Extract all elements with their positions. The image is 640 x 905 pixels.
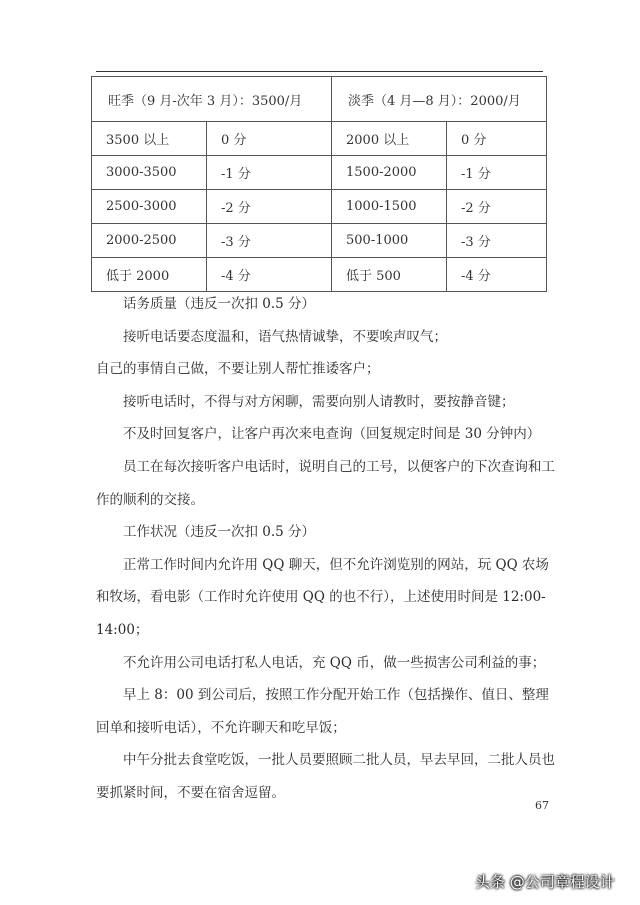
paragraph: 中午分批去食堂吃饭，一批人员要照顾二批人员，早去早回，二批人员也要抓紧时间，不要在宿舍逗留。 [96, 752, 555, 801]
table-cell: 0 分 [207, 122, 332, 156]
table-cell: 2000 以上 [332, 122, 447, 156]
page-number: 67 [535, 799, 549, 812]
table-row [92, 258, 547, 292]
watermark: 头条 @公司章程设计 [475, 873, 615, 891]
table-row [92, 156, 547, 190]
table-cell: 3000-3500 [92, 156, 207, 190]
table-cell: -4 分 [207, 258, 332, 292]
table-cell: 低于 2000 [92, 258, 207, 292]
table-cell: 1500-2000 [332, 156, 447, 190]
table-cell: 3500 以上 [92, 122, 207, 156]
table-row [92, 224, 547, 258]
paragraph: 员工在每次接听客户电话时，说明自己的工号，以便客户的下次查询和工作的顺利的交接。 [96, 458, 555, 508]
section-heading-call-quality: 话务质量（违反一次扣 0.5 分） [123, 296, 316, 312]
table-row [92, 190, 547, 224]
table-cell: -2 分 [207, 190, 332, 224]
paragraph: 接听电话要态度温和，语气热情诚挚，不要唉声叹气； [123, 328, 447, 345]
score-table [91, 76, 547, 292]
peak-season-header: 旺季（9 月-次年 3 月）：3500/月 [92, 77, 332, 122]
table-cell: -1 分 [207, 156, 332, 190]
table-cell: 2500-3000 [92, 190, 207, 224]
table-cell: -3 分 [447, 224, 547, 258]
table-row [92, 122, 547, 156]
paragraph: 自己的事情自己做，不要让别人帮忙推诿客户； [96, 361, 380, 378]
table-cell: 1000-1500 [332, 190, 447, 224]
body-text [96, 288, 556, 810]
paragraph: 早上 8：00 到公司后，按照工作分配开始工作（包括操作、值日、整理回单和接听电话），不允许聊天和吃早饭； [96, 687, 549, 736]
header-rule [96, 71, 543, 72]
section-heading-work-status: 工作状况（违反一次扣 0.5 分） [123, 524, 316, 541]
table-cell: 低于 500 [332, 258, 447, 292]
table-cell: 0 分 [447, 122, 547, 156]
paragraph: 正常工作时间内允许用 QQ 聊天，但不允许浏览别的网站，玩 QQ 农场和牧场，看电影（工作时允许使用 QQ 的也不行），上述使用时间是 12:00-14:00； [96, 556, 549, 638]
table-header-row [92, 77, 547, 122]
paragraph: 不及时回复客户，让客户再次来电查询（回复规定时间是 30 分钟内） [123, 426, 541, 443]
off-season-header: 淡季（4 月—8 月）：2000/月 [332, 77, 547, 122]
table-cell: -1 分 [447, 156, 547, 190]
table-cell: -4 分 [447, 258, 547, 292]
paragraph: 不允许用公司电话打私人电话，充 QQ 币，做一些损害公司利益的事； [123, 654, 546, 671]
table-cell: 2000-2500 [92, 224, 207, 258]
table-cell: -2 分 [447, 190, 547, 224]
table-cell: 500-1000 [332, 224, 447, 258]
table-cell: -3 分 [207, 224, 332, 258]
paragraph: 接听电话时，不得与对方闲聊，需要向别人请教时，要按静音键； [123, 393, 515, 410]
